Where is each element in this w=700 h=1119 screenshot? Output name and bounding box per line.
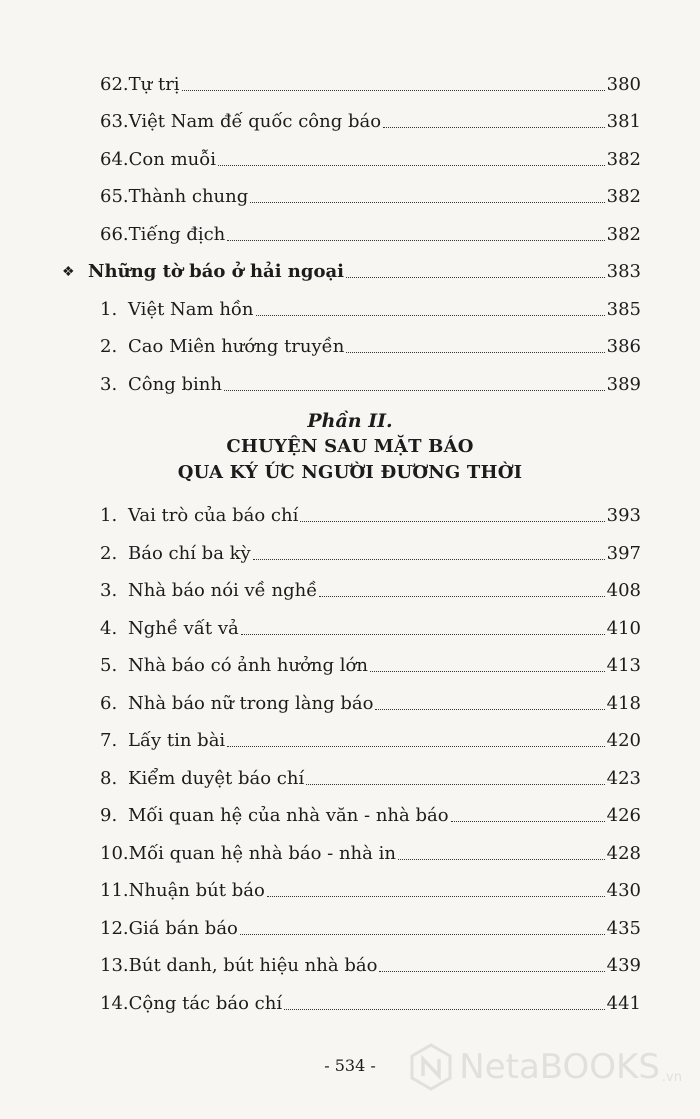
entry-page: 408: [606, 580, 641, 601]
section-title: Những tờ báo ở hải ngoại: [88, 261, 344, 282]
entry-page: 426: [606, 805, 641, 826]
entry-number: 4.: [100, 617, 118, 639]
toc-entry: [0, 171, 641, 209]
entry-title: Việt Nam hồn: [128, 298, 254, 320]
leader-dots: [346, 277, 605, 278]
entry-page: 413: [606, 655, 641, 676]
entry-page: 381: [606, 111, 641, 132]
entry-title: Nhà báo có ảnh hưởng lớn: [128, 655, 368, 676]
entry-title: Tiếng địch: [128, 223, 226, 245]
leader-dots: [346, 352, 604, 353]
watermark: [409, 1043, 682, 1091]
leader-dots: [250, 202, 604, 203]
leader-dots: [182, 90, 605, 91]
entry-number: 2.: [100, 542, 118, 564]
entry-page: 423: [606, 767, 641, 789]
entry-page: 380: [606, 73, 641, 95]
leader-dots: [267, 896, 605, 897]
entry-title: Tự trị: [128, 73, 180, 95]
part-heading: [0, 408, 700, 486]
page-number: - 534 -: [324, 1056, 376, 1075]
entry-title: Lấy tin bài: [128, 730, 226, 751]
toc-entry: [0, 865, 641, 903]
leader-dots: [375, 709, 604, 710]
entry-title: Kiểm duyệt báo chí: [128, 767, 305, 789]
toc-entry: [0, 715, 641, 753]
entry-number: 63.: [100, 111, 129, 132]
entry-number: 65.: [100, 186, 129, 207]
entry-number: 12.: [100, 917, 129, 939]
toc-list-part2: [0, 490, 700, 1015]
leader-dots: [451, 821, 605, 822]
leader-dots: [319, 596, 604, 597]
leader-dots: [224, 390, 605, 391]
entry-page: 389: [606, 373, 641, 395]
entry-page: 393: [606, 505, 641, 526]
toc-entry: [0, 490, 641, 528]
toc-section-heading: [0, 246, 641, 284]
toc-entry: [0, 827, 641, 865]
leader-dots: [253, 559, 605, 560]
entry-page: 410: [606, 617, 641, 639]
toc-entry: [0, 752, 641, 790]
entry-page: 420: [606, 730, 641, 751]
entry-title: Giá bán báo: [128, 917, 238, 939]
entry-page: 382: [606, 186, 641, 207]
entry-page: 441: [606, 992, 641, 1014]
watermark-text: NetaBOOKS: [459, 1047, 660, 1087]
leader-dots: [218, 165, 605, 166]
entry-number: 64.: [100, 148, 129, 170]
entry-title: Mối quan hệ của nhà văn - nhà báo: [128, 805, 449, 826]
entry-title: Việt Nam đế quốc công báo: [128, 111, 382, 132]
entry-page: 428: [606, 842, 641, 864]
leader-dots: [306, 784, 604, 785]
entry-number: 1.: [100, 505, 118, 526]
leader-dots: [227, 240, 604, 241]
toc-entry: [0, 321, 641, 359]
toc-entry: [0, 283, 641, 321]
diamond-bullet-icon: ❖: [62, 264, 75, 280]
toc-entry: [0, 902, 641, 940]
leader-dots: [379, 971, 604, 972]
toc-entry: [0, 977, 641, 1015]
entry-number: 7.: [100, 730, 118, 751]
entry-title: Cộng tác báo chí: [128, 992, 283, 1014]
entry-title: Cao Miên hướng truyền: [128, 336, 345, 357]
entry-number: 8.: [100, 767, 118, 789]
entry-number: 5.: [100, 655, 118, 676]
entry-page: 397: [606, 542, 641, 564]
entry-title: Con muỗi: [128, 148, 216, 170]
entry-number: 3.: [100, 580, 118, 601]
toc-entry: [0, 940, 641, 978]
section-page: 383: [606, 261, 641, 282]
entry-page: 382: [606, 148, 641, 170]
entry-number: 14.: [100, 992, 129, 1014]
entry-title: Thành chung: [128, 186, 249, 207]
toc-entry: [0, 208, 641, 246]
entry-number: 13.: [100, 955, 129, 976]
entry-number: 11.: [100, 880, 129, 901]
toc-entry: [0, 640, 641, 678]
leader-dots: [370, 671, 605, 672]
toc-entry: [0, 527, 641, 565]
entry-page: 382: [606, 223, 641, 245]
leader-dots: [383, 127, 605, 128]
leader-dots: [300, 521, 604, 522]
n-hexagon-logo-icon: [409, 1043, 453, 1091]
leader-dots: [398, 859, 605, 860]
entry-number: 9.: [100, 805, 118, 826]
entry-title: Nhà báo nữ trong làng báo: [128, 692, 374, 714]
part-label: Phần II.: [307, 409, 393, 432]
entry-page: 385: [606, 298, 641, 320]
entry-title: Báo chí ba kỳ: [128, 542, 251, 564]
part-title-line2: QUA KÝ ỨC NGƯỜI ĐƯƠNG THỜI: [177, 461, 523, 483]
leader-dots: [284, 1009, 605, 1010]
toc-entry: [0, 790, 641, 828]
entry-title: Nhà báo nói về nghề: [128, 580, 318, 601]
leader-dots: [227, 746, 604, 747]
watermark-suffix: .vn: [661, 1070, 682, 1085]
entry-page: 418: [606, 692, 641, 714]
toc-entry: [0, 133, 641, 171]
entry-number: 66.: [100, 223, 129, 245]
entry-number: 1.: [100, 298, 118, 320]
entry-title: Bút danh, bút hiệu nhà báo: [128, 955, 378, 976]
entry-title: Nhuận bút báo: [128, 880, 265, 901]
leader-dots: [240, 934, 605, 935]
toc-entry: [0, 602, 641, 640]
entry-title: Mối quan hệ nhà báo - nhà in: [128, 842, 396, 864]
leader-dots: [256, 315, 605, 316]
entry-number: 3.: [100, 373, 118, 395]
entry-title: Công binh: [128, 373, 222, 395]
entry-page: 386: [606, 336, 641, 357]
entry-number: 6.: [100, 692, 118, 714]
entry-number: 10.: [100, 842, 129, 864]
entry-page: 430: [606, 880, 641, 901]
toc-entry: [0, 96, 641, 134]
toc-list-first: [0, 58, 700, 246]
toc-entry: [0, 565, 641, 603]
table-of-contents: [0, 58, 700, 1015]
toc-list-abroad: [0, 283, 700, 396]
toc-entry: [0, 358, 641, 396]
entry-number: 62.: [100, 73, 129, 95]
part-title-line1: CHUYỆN SAU MẶT BÁO: [226, 435, 474, 457]
entry-title: Nghề vất vả: [128, 617, 239, 639]
entry-number: 2.: [100, 336, 118, 357]
toc-entry: [0, 58, 641, 96]
entry-page: 435: [606, 917, 641, 939]
entry-page: 439: [606, 955, 641, 976]
toc-entry: [0, 677, 641, 715]
leader-dots: [241, 634, 605, 635]
entry-title: Vai trò của báo chí: [128, 505, 299, 526]
